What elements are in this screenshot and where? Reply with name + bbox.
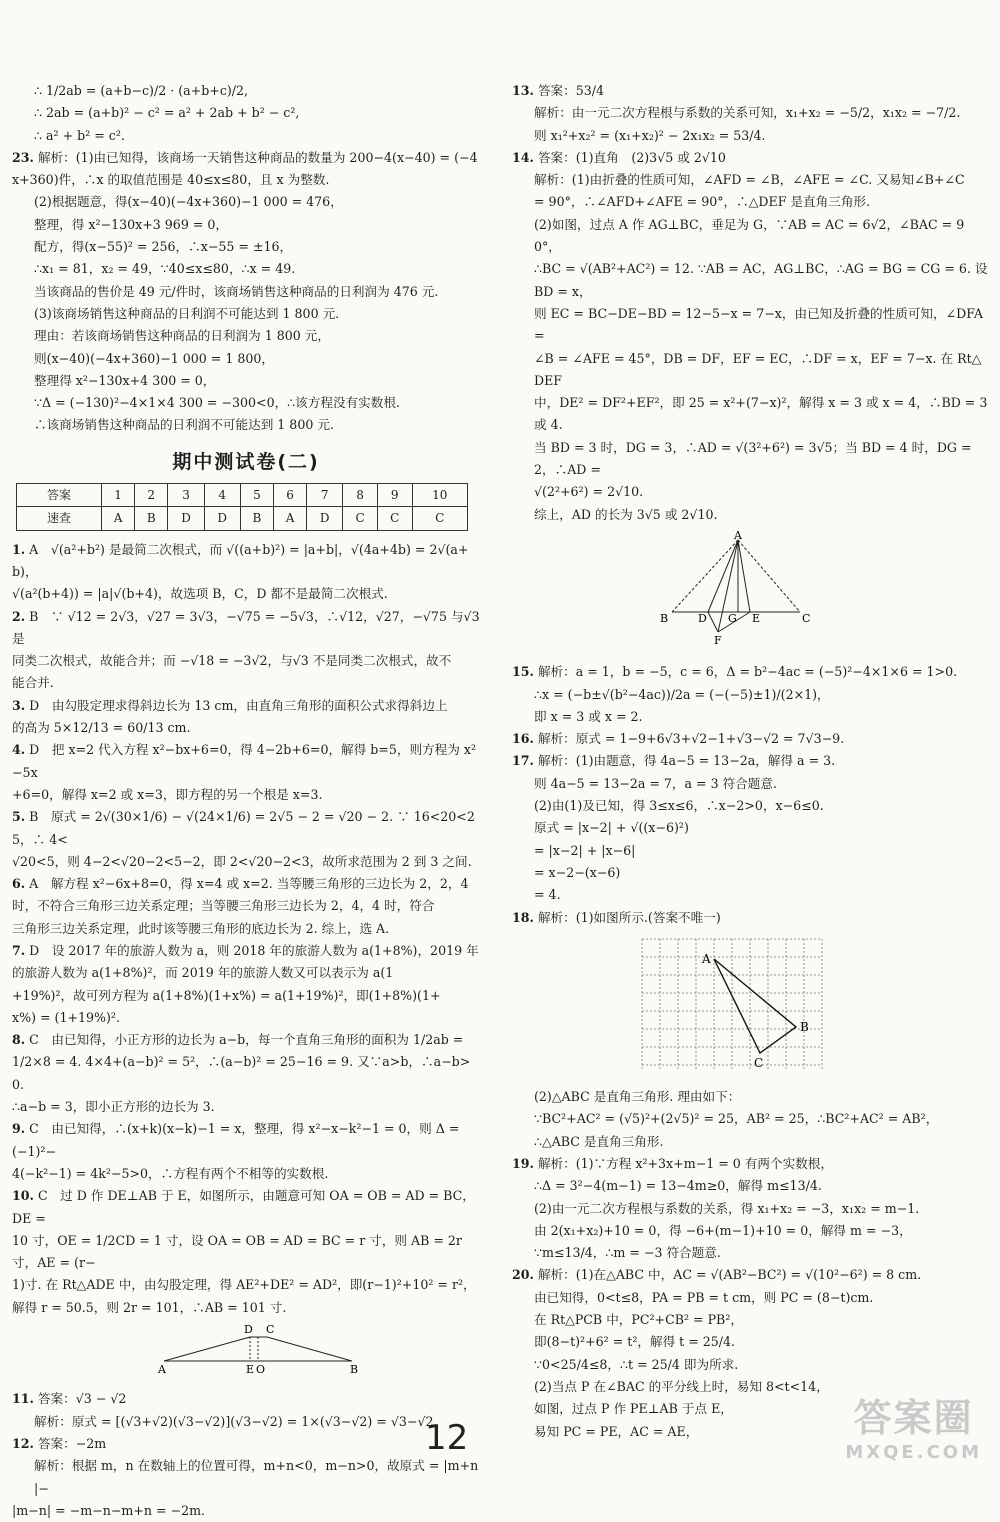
question-number: 18. [512, 909, 534, 925]
text-line: ∴ 1/2ab = (a+b−c)/2 · (a+b+c)/2, [34, 83, 249, 98]
question-number: 15. [512, 664, 534, 680]
text-line: 解析：(1)由折叠的性质可知，∠AFD = ∠B，∠AFE = ∠C. 又易知∠B+∠C [534, 172, 965, 188]
figure-14-diagram [512, 530, 990, 648]
question-number: 20. [512, 1267, 534, 1283]
text-line: 整理，得 x²−130x+3 969 = 0， [34, 216, 228, 232]
answer-19 [512, 1153, 990, 1264]
question-number: 6. [12, 876, 26, 892]
text-line: 10 寸，OE = 1/2CD = 1 寸，设 OA = OB = AD = BC = r 寸，则 AB = 2r 寸，AE = (r− [12, 1232, 466, 1271]
answer-18-part2 [512, 1086, 990, 1153]
text-line: 在 Rt△PCB 中，PC²+CB² = PB²， [534, 1312, 743, 1328]
table-cell: 9 [377, 484, 412, 507]
text-line: 解得 r = 50.5，则 2r = 101，∴AB = 101 寸. [12, 1299, 287, 1315]
table-cell: 6 [274, 484, 307, 507]
segment-ac [738, 540, 800, 612]
triangle-abc [714, 959, 796, 1053]
text-line: (2)由(1)及已知，得 3≤x≤6，∴x−2>0，x−6≤0. [534, 798, 824, 814]
text-line: 解析：(1)由题意，得 4a−5 = 13−2a，解得 a = 3. [537, 753, 836, 769]
table-cell: D [168, 507, 204, 530]
label-a: A [734, 529, 742, 542]
answer-5 [12, 806, 480, 873]
text-line: 即(8−t)²+6² = t²，解得 t = 25/4. [534, 1334, 736, 1350]
label-f: F [714, 633, 722, 647]
segment-ab [672, 540, 738, 612]
table-cell: D [204, 507, 240, 530]
text-line: C 由已知得，∴(x+k)(x−k)−1 = x，整理，得 x²−x−k²−1 = 0，则 Δ = (−1)²− [12, 1121, 464, 1159]
text-line: +19%)²，故可列方程为 a(1+8%)(1+x%) = a(1+19%)²，即(1+8%)(1+ [12, 987, 441, 1003]
segment-ad [708, 540, 738, 612]
text-line: 的旅游人数为 a(1+8%)²，而 2019 年的旅游人数又可以表示为 a(1 [12, 965, 394, 981]
text-line: 如图，过点 P 作 PE⊥AB 于点 E， [534, 1401, 733, 1417]
question-number: 2. [12, 608, 26, 624]
question-number: 9. [12, 1121, 26, 1137]
table-cell: 4 [204, 484, 240, 507]
label-c: C [802, 611, 811, 625]
table-cell: B [135, 507, 168, 530]
table-cell: 7 [307, 484, 343, 507]
right-column [512, 80, 990, 1443]
text-line: D 把 x=2 代入方程 x²−bx+6=0，得 4−2b+6=0，解得 b=5，则方程为 x²−5x [12, 742, 476, 780]
answer-table [16, 483, 468, 531]
answer-7 [12, 940, 480, 1029]
text-line: 4(−k²−1) = 4k²−5>0，∴方程有两个不相等的实数根. [12, 1165, 329, 1181]
text-line: 当该商品的售价是 49 元/件时，该商场销售这种商品的日利润为 476 元. [34, 283, 439, 299]
question-number: 16. [512, 731, 534, 747]
table-cell: 1 [102, 484, 135, 507]
text-line: 三角形三边关系定理，此时该等腰三角形的底边长为 2. 综上，选 A. [12, 920, 390, 936]
question-number: 19. [512, 1155, 534, 1171]
text-line: ∴ a² + b² = c². [34, 127, 125, 143]
text-line: 答案：−2m [37, 1435, 107, 1451]
text-line: 同类二次根式，故能合并；而 −√18 = −3√2，与√3 不是同类二次根式，故不 [12, 653, 452, 669]
text-line: 整理得 x²−130x+4 300 = 0， [34, 372, 216, 388]
question-number: 17. [512, 753, 534, 769]
text-line: 答案：(1)直角 (2)3√5 或 2√10 [537, 149, 726, 165]
text-line: 当 BD = 3 时，DG = 3，∴AD = √(3²+6²) = 3√5；当 BD = 4 时，DG = 2，∴AD = [534, 439, 976, 478]
answer-1 [12, 539, 480, 606]
table-cell: 2 [135, 484, 168, 507]
top-continuation [12, 80, 480, 147]
text-line: 则 4a−5 = 13−2a = 7，a = 3 符合题意. [534, 775, 777, 791]
text-line: 1/2×8 = 4. 4×4+(a−b)² = 5²，∴(a−b)² = 25−16 = 9. 又∵a>b，∴a−b>0. [12, 1054, 471, 1092]
table-cell: 10 [412, 484, 467, 507]
text-line: A 解方程 x²−6x+8=0，得 x=4 或 x=2. 当等腰三角形的三边长为 2，2，4 [29, 876, 469, 892]
text-line: D 设 2017 年的旅游人数为 a，则 2018 年的旅游人数为 a(1+8%)，2019 年 [29, 942, 479, 958]
grid-lines [642, 939, 822, 1069]
question-number: 10. [12, 1188, 34, 1204]
question-number: 1. [12, 541, 26, 557]
answer-6 [12, 873, 480, 940]
text-line: = 90°，∴∠AFD+∠AFE = 90°，∴△DEF 是直角三角形. [534, 194, 871, 210]
label-b: B [350, 1363, 359, 1376]
text-line: 时，不符合三角形三边关系定理；当等腰三角形三边长为 2，4，4 时，符合 [12, 898, 435, 914]
text-line: C 过 D 作 DE⊥AB 于 E，如图所示，由题意可知 OA = OB = AD = BC，DE = [12, 1188, 475, 1226]
text-line: ∴x = (−b±√(b²−4ac))/2a = (−(−5)±1)/(2×1)， [534, 686, 830, 702]
question-number: 7. [12, 942, 26, 958]
text-line: ∠B = ∠AFE = 45°，DB = DF，EF = EC，∴DF = x，EF = 7−x. 在 Rt△DEF [534, 350, 982, 388]
figure-10-diagram [12, 1323, 480, 1375]
answer-17 [512, 750, 990, 906]
figure-18-grid [512, 933, 990, 1073]
label-b: B [660, 611, 669, 625]
section-title: 期中测试卷(二) [172, 450, 320, 473]
text-line: 易知 PC = PE，AC = AE， [534, 1423, 699, 1439]
watermark-logo-text: 答案圈 [853, 1396, 974, 1440]
text-line: 解析：(1)如图所示.(答案不唯一) [537, 909, 721, 925]
text-line: 原式 = |x−2| + √((x−6)²) [534, 820, 689, 836]
text-line: = |x−2| + |x−6| [534, 842, 636, 858]
text-line: ∴该商场销售这种商品的日利润不可能达到 1 800 元. [34, 417, 334, 433]
text-line: 解析：(1)在△ABC 中，AC = √(AB²−BC²) = √(10²−6²) = 8 cm. [537, 1267, 922, 1283]
text-line: 由 2(x₁+x₂)+10 = 0，得 −6+(m−1)+10 = 0，解得 m = −3， [534, 1222, 912, 1238]
answer-16 [512, 728, 990, 750]
answer-3 [12, 695, 480, 740]
table-cell: 8 [343, 484, 378, 507]
text-line: ∵Δ = (−130)²−4×1×4 300 = −300<0，∴该方程没有实数根. [34, 395, 400, 411]
text-line: 解析：(1)由已知得，该商场一天销售这种商品的数量为 200−4(x−40) = (−4x+360)件，∴x 的取值范围是 40≤x≤80，且 x 为整数. [12, 149, 478, 188]
answer-11 [12, 1388, 480, 1433]
text-line: 综上，AD 的长为 3√5 或 2√10. [534, 506, 718, 522]
text-line: (2)△ABC 是直角三角形. 理由如下： [534, 1089, 741, 1105]
text-line: B ∵ √12 = 2√3，√27 = 3√3，−√75 = −5√3，∴√12，√27，−√75 与√3 是 [12, 608, 484, 646]
question-number: 11. [12, 1391, 34, 1407]
label-d: D [698, 611, 707, 625]
text-line: (2)根据题意，得(x−40)(−4x+360)−1 000 = 476， [34, 194, 343, 210]
text-line: 解析：由一元二次方程根与系数的关系可知，x₁+x₂ = −5/2，x₁x₂ = −7/2. [534, 105, 961, 121]
label-g: G [728, 611, 737, 625]
table-cell: A [102, 507, 135, 530]
segment-df [708, 612, 718, 632]
left-column [12, 80, 484, 1522]
text-line: 则 x₁²+x₂² = (x₁+x₂)² − 2x₁x₂ = 53/4. [534, 127, 766, 143]
question-number: 12. [12, 1435, 34, 1451]
text-line: 解析：根据 m，n 在数轴上的位置可得，m+n<0，m−n>0，故原式 = |m+n|− [34, 1458, 479, 1496]
answer-12 [12, 1433, 480, 1522]
answer-15 [512, 661, 990, 728]
table-row [17, 484, 468, 507]
label-b: B [800, 1019, 809, 1034]
table-row [17, 507, 468, 530]
text-line: (2)当点 P 在∠BAC 的平分线上时，易知 8<t<14， [534, 1378, 829, 1394]
text-line: 即 x = 3 或 x = 2. [534, 708, 643, 724]
text-line: 能合并. [12, 675, 54, 691]
label-c: C [754, 1055, 764, 1070]
label-d: D [244, 1323, 253, 1337]
answer-2 [12, 606, 484, 695]
text-line: 则 EC = BC−DE−BD = 12−5−x = 7−x，由已知及折叠的性质可知，∠DFA = [534, 305, 988, 344]
text-line: ∵0<25/4≤8，∴t = 25/4 即为所求. [534, 1356, 739, 1372]
label-e: E [246, 1363, 255, 1376]
question-number: 14. [512, 149, 534, 165]
label-o: O [256, 1363, 266, 1376]
text-line: ∴BC = √(AB²+AC²) = 12. ∵AB = AC，AG⊥BC，∴AG = BG = CG = 6. 设 BD = x， [534, 261, 992, 299]
text-line: C 由已知得，小正方形的边长为 a−b，每一个直角三角形的面积为 1/2ab = [29, 1032, 464, 1048]
text-line: = x−2−(x−6) [534, 864, 621, 880]
text-line: B 原式 = 2√(30×1/6) − √(24×1/6) = 2√5 − 2 = √20 − 2. ∵ 16<20<25，∴ 4< [12, 809, 475, 847]
answers-15-18 [512, 661, 990, 929]
label-a: A [702, 951, 711, 966]
watermark-url: MXQE.COM [845, 1442, 982, 1463]
answer-4 [12, 739, 480, 806]
question-number: 3. [12, 697, 26, 713]
text-line: 1)寸. 在 Rt△ADE 中，由勾股定理，得 AE²+DE² = AD²，即(r−1)²+10² = r²， [12, 1277, 476, 1293]
table-cell: 3 [168, 484, 204, 507]
text-line: = 4. [534, 887, 561, 903]
text-line: ∵BC²+AC² = (√5)²+(2√5)² = 25，AB² = 25，∴BC²+AC² = AB²， [534, 1111, 939, 1127]
text-line: A √(a²+b²) 是最简二次根式，而 √((a+b)²) = |a+b|，√(4a+4b) = 2√(a+b)， [12, 541, 469, 579]
text-line: 则(x−40)(−4x+360)−1 000 = 1 800， [34, 350, 274, 366]
table-cell: B [240, 507, 273, 530]
answer-18 [512, 907, 990, 929]
text-line: ∴△ABC 是直角三角形. [534, 1133, 664, 1149]
table-cell: C [377, 507, 412, 530]
segment-ad [164, 1337, 250, 1361]
text-line: (2)由一元二次方程根与系数的关系，得 x₁+x₂ = −3，x₁x₂ = m−1. [534, 1200, 920, 1216]
text-line: 答案：√3 − √2 [37, 1391, 127, 1407]
text-line: 理由：若该商场销售这种商品的日利润为 1 800 元， [34, 328, 330, 344]
text-line: 答案：53/4 [537, 83, 604, 98]
table-cell: A [274, 507, 307, 530]
answer-10 [12, 1185, 480, 1319]
question-number: 5. [12, 809, 26, 825]
text-line: √(a²(b+4)) = |a|√(b+4)，故选项 B，C，D 都不是最简二次根式. [12, 586, 388, 602]
text-line: √20<5，则 4−2<√20−2<5−2，即 2<√20−2<3，故所求范围为 2 到 3 之间. [12, 853, 472, 869]
text-line: 由已知得，0<t≤8，PA = PB = t cm，则 PC = (8−t)cm. [534, 1289, 874, 1305]
question-number: 23. [12, 149, 34, 165]
table-cell: D [307, 507, 343, 530]
label-c: C [266, 1323, 275, 1337]
text-line: 解析：原式 = [(√3+√2)(√3−√2)](√3−√2) = 1×(√3−√2) = √3−√2. [34, 1413, 438, 1429]
table-cell: C [343, 507, 378, 530]
answers-1-10 [12, 539, 484, 1319]
answer-13 [512, 80, 990, 147]
text-line: D 由勾股定理求得斜边长为 13 cm，由直角三角形的面积公式求得斜边上 [29, 697, 448, 713]
text-line: 解析：(1)∵方程 x²+3x+m−1 = 0 有两个实数根， [537, 1155, 833, 1171]
text-line: ∴ 2ab = (a+b)² − c² = a² + 2ab + b² − c², [34, 105, 300, 121]
question-23 [12, 147, 480, 437]
page-number: 12 [425, 1418, 469, 1458]
text-line: (2)如图，过点 A 作 AG⊥BC，垂足为 G，∵AB = AC = 6√2，∠BAC = 90°， [534, 216, 965, 255]
segment-ae [738, 540, 750, 612]
text-line: x%) = (1+19%)². [12, 1009, 120, 1025]
text-line: ∴x₁ = 81，x₂ = 49，∵40≤x≤80，∴x = 49. [34, 261, 296, 277]
table-cell: C [412, 507, 467, 530]
watermark [845, 1387, 982, 1463]
text-line: +6=0，解得 x=2 或 x=3，即方程的另一个根是 x=3. [12, 786, 323, 802]
text-line: ∵m≤13/4，∴m = −3 符合题意. [534, 1245, 721, 1261]
text-line: 中，DE² = DF²+EF²，即 25 = x²+(7−x)²，解得 x = 3 或 x = 4，∴BD = 3 或 4. [534, 395, 992, 433]
text-line: ∴a−b = 3，即小正方形的边长为 3. [12, 1099, 215, 1115]
answer-14 [512, 147, 990, 526]
answer-8 [12, 1029, 480, 1118]
answer-9 [12, 1118, 480, 1185]
label-e: E [752, 611, 761, 625]
segment-cb [267, 1337, 352, 1361]
text-line: 配方，得(x−55)² = 256，∴x−55 = ±16， [34, 239, 293, 255]
text-line: |m−n| = −m−n−m+n = −2m. [12, 1502, 206, 1518]
text-line: (3)该商场销售这种商品的日利润不可能达到 1 800 元. [34, 305, 340, 321]
text-line: ∴Δ = 3²−4(m−1) = 13−4m≥0，解得 m≤13/4. [534, 1178, 822, 1194]
text-line: 的高为 5×12/13 = 60/13 cm. [12, 720, 191, 736]
question-number: 8. [12, 1032, 26, 1048]
table-cell: 5 [240, 484, 273, 507]
table-cell: 速查 [17, 507, 102, 530]
question-number: 4. [12, 742, 26, 758]
text-line: 解析：a = 1，b = −5，c = 6，Δ = b²−4ac = (−5)²−4×1×6 = 1>0. [537, 664, 958, 680]
text-line: √(2²+6²) = 2√10. [534, 484, 644, 500]
label-a: A [158, 1363, 166, 1376]
text-line: 解析：原式 = 1−9+6√3+√2−1+√3−√2 = 7√3−9. [537, 731, 845, 747]
question-number: 13. [512, 83, 534, 98]
table-cell: 答案 [17, 484, 102, 507]
answers-11-12 [12, 1388, 480, 1522]
